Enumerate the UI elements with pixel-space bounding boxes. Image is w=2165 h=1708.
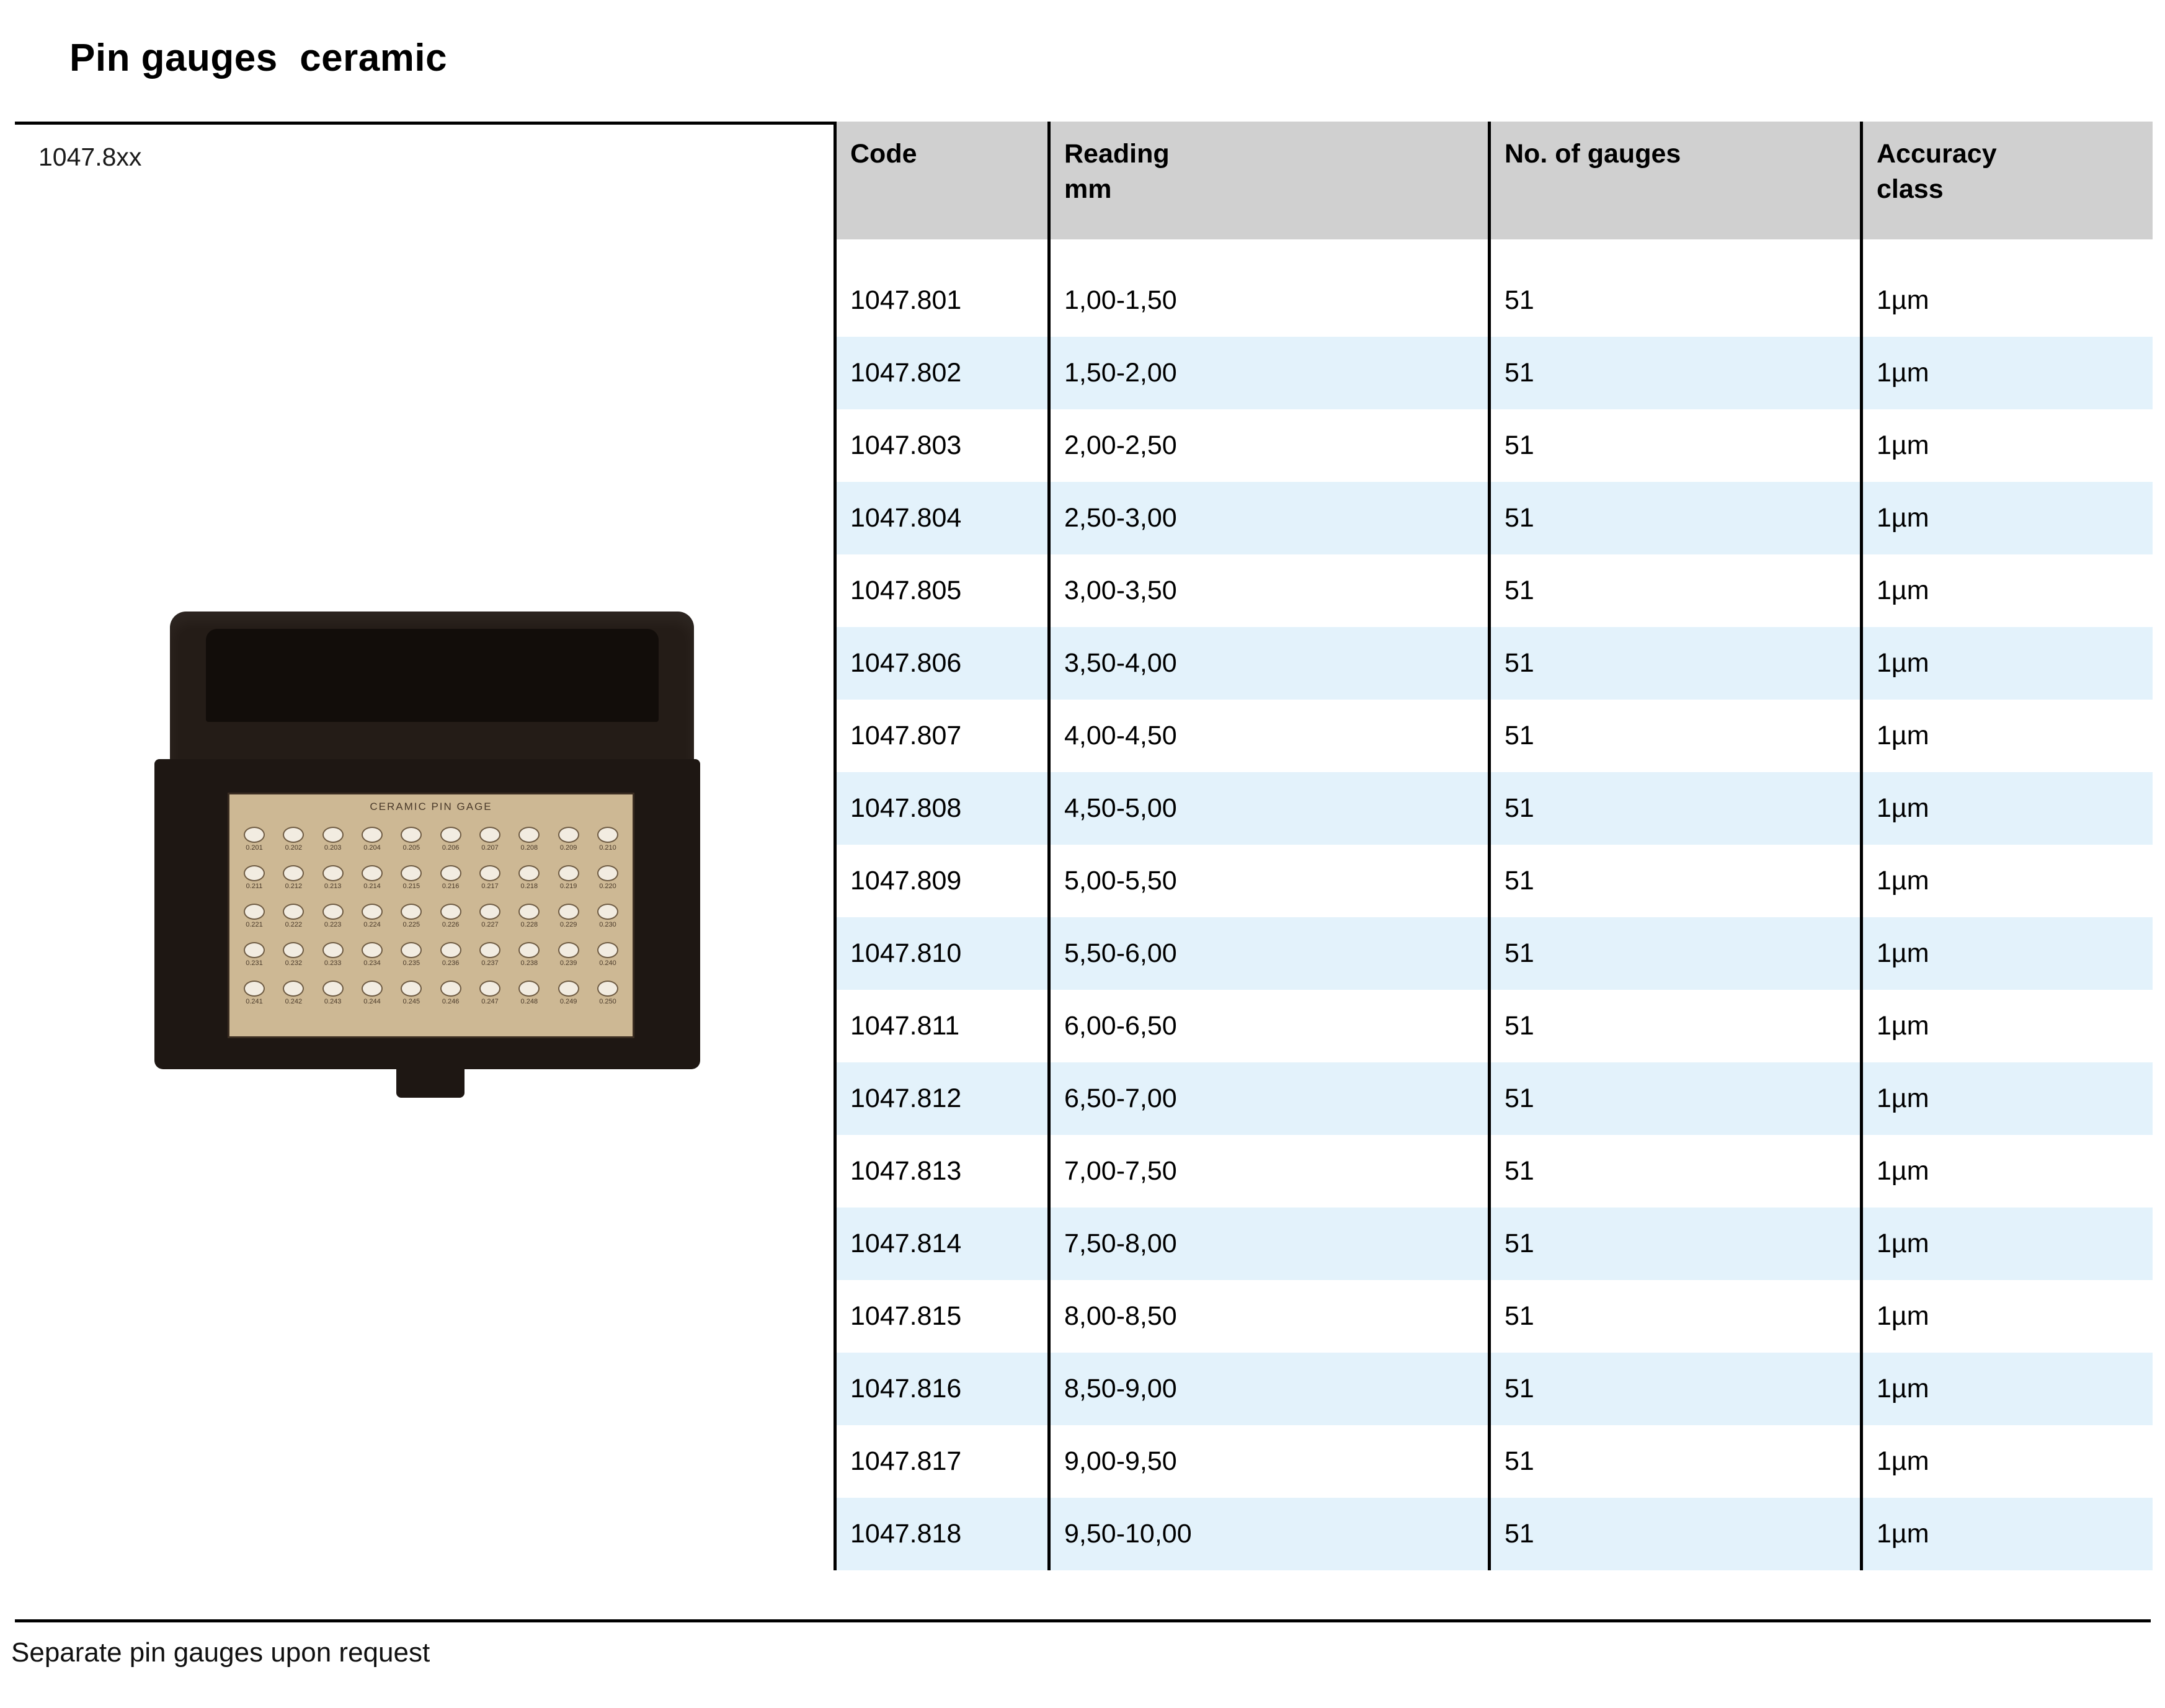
pin-gauge-icon xyxy=(479,827,500,843)
cell-gauges: 51 xyxy=(1490,1425,1862,1498)
cell-accuracy: 1µm xyxy=(1862,1498,2153,1570)
pin-size-label: 0.240 xyxy=(599,959,616,967)
cell-gauges: 51 xyxy=(1490,990,1862,1062)
pin-size-label: 0.239 xyxy=(559,959,577,967)
cell-reading: 3,00-3,50 xyxy=(1049,554,1490,627)
pin-cell xyxy=(474,981,506,1005)
table-row xyxy=(835,700,2153,772)
cell-reading: 6,50-7,00 xyxy=(1049,1062,1490,1135)
pin-size-label: 0.243 xyxy=(324,998,342,1005)
pin-cell xyxy=(474,865,506,890)
pin-cell xyxy=(238,942,270,967)
pin-cell xyxy=(317,827,349,852)
cell-reading: 7,00-7,50 xyxy=(1049,1135,1490,1208)
pin-size-label: 0.222 xyxy=(285,921,303,928)
pin-size-label: 0.220 xyxy=(599,883,616,890)
pin-cell xyxy=(435,827,467,852)
pin-size-label: 0.214 xyxy=(363,883,381,890)
cell-code: 1047.804 xyxy=(835,482,1049,554)
reference-code: 1047.8xx xyxy=(38,143,142,171)
col-header-gauges-line1: No. of gauges xyxy=(1505,139,1681,169)
pin-gauge-icon xyxy=(401,865,422,881)
pin-size-label: 0.213 xyxy=(324,883,342,890)
table-row xyxy=(835,1062,2153,1135)
pin-gauge-icon xyxy=(479,942,500,958)
pin-gauge-icon xyxy=(283,904,304,920)
pin-cell xyxy=(317,981,349,1005)
table-row xyxy=(835,1425,2153,1498)
pin-cell xyxy=(395,942,427,967)
cell-gauges: 51 xyxy=(1490,1135,1862,1208)
cell-accuracy: 1µm xyxy=(1862,554,2153,627)
pin-cell xyxy=(513,827,545,852)
pin-gauge-icon xyxy=(322,981,344,997)
pin-size-label: 0.232 xyxy=(285,959,303,967)
cell-reading: 8,00-8,50 xyxy=(1049,1280,1490,1353)
pin-cell xyxy=(277,981,309,1005)
cell-reading: 2,50-3,00 xyxy=(1049,482,1490,554)
cell-code: 1047.812 xyxy=(835,1062,1049,1135)
pin-size-label: 0.225 xyxy=(402,921,420,928)
table-row xyxy=(835,845,2153,917)
cell-reading: 1,50-2,00 xyxy=(1049,337,1490,409)
pin-gauge-icon xyxy=(440,865,461,881)
cell-reading: 9,00-9,50 xyxy=(1049,1425,1490,1498)
cell-accuracy: 1µm xyxy=(1862,700,2153,772)
pin-size-label: 0.244 xyxy=(363,998,381,1005)
table-row xyxy=(835,1208,2153,1280)
col-header-code xyxy=(835,122,1049,239)
cell-code: 1047.817 xyxy=(835,1425,1049,1498)
col-header-accuracy xyxy=(1862,122,2153,239)
pin-cell xyxy=(356,827,388,852)
pin-cell xyxy=(435,981,467,1005)
pin-size-label: 0.228 xyxy=(520,921,538,928)
pin-size-label: 0.235 xyxy=(402,959,420,967)
pin-size-label: 0.238 xyxy=(520,959,538,967)
cell-code: 1047.806 xyxy=(835,627,1049,700)
pin-cell xyxy=(513,904,545,928)
table-spacer-cell xyxy=(1490,239,1862,264)
pin-size-label: 0.229 xyxy=(559,921,577,928)
col-header-gauges xyxy=(1490,122,1862,239)
pin-cell xyxy=(435,942,467,967)
pin-cell xyxy=(513,981,545,1005)
cell-accuracy: 1µm xyxy=(1862,772,2153,845)
cell-gauges: 51 xyxy=(1490,1353,1862,1425)
pin-gauge-icon xyxy=(597,981,618,997)
pin-size-label: 0.203 xyxy=(324,844,342,852)
footnote: Separate pin gauges upon request xyxy=(11,1637,430,1668)
pin-cell xyxy=(317,865,349,890)
pin-gauge-icon xyxy=(362,865,383,881)
pin-cell xyxy=(395,981,427,1005)
pin-gauge-icon xyxy=(558,865,579,881)
cell-reading: 5,00-5,50 xyxy=(1049,845,1490,917)
pin-size-label: 0.226 xyxy=(442,921,460,928)
pin-gauge-icon xyxy=(244,981,265,997)
pin-size-label: 0.207 xyxy=(481,844,499,852)
cell-code: 1047.805 xyxy=(835,554,1049,627)
pin-size-label: 0.230 xyxy=(599,921,616,928)
cell-gauges: 51 xyxy=(1490,409,1862,482)
pin-gauge-icon xyxy=(597,827,618,843)
pin-gauge-icon xyxy=(362,827,383,843)
cell-code: 1047.802 xyxy=(835,337,1049,409)
table-spacer-cell xyxy=(1862,239,2153,264)
table-row xyxy=(835,482,2153,554)
pin-cell xyxy=(395,827,427,852)
cell-gauges: 51 xyxy=(1490,627,1862,700)
pin-cell xyxy=(592,904,624,928)
pin-gauge-icon xyxy=(518,827,540,843)
pin-gauge-icon xyxy=(283,981,304,997)
table-spacer-row xyxy=(835,239,2153,264)
cell-gauges: 51 xyxy=(1490,1280,1862,1353)
case-latch xyxy=(396,1069,465,1098)
pin-cell xyxy=(317,942,349,967)
cell-reading: 8,50-9,00 xyxy=(1049,1353,1490,1425)
table-row xyxy=(835,264,2153,337)
pin-size-label: 0.215 xyxy=(402,883,420,890)
pin-gauge-icon xyxy=(479,904,500,920)
pin-gauge-icon xyxy=(244,827,265,843)
pin-row xyxy=(238,827,624,861)
pin-cell xyxy=(277,827,309,852)
cell-gauges: 51 xyxy=(1490,1062,1862,1135)
pin-cell xyxy=(238,865,270,890)
cell-gauges: 51 xyxy=(1490,482,1862,554)
pin-size-label: 0.206 xyxy=(442,844,460,852)
pin-gauge-icon xyxy=(283,865,304,881)
table-spacer-cell xyxy=(1049,239,1490,264)
pin-cell xyxy=(277,942,309,967)
pin-size-label: 0.209 xyxy=(559,844,577,852)
pin-size-label: 0.211 xyxy=(246,883,263,890)
cell-reading: 4,50-5,00 xyxy=(1049,772,1490,845)
pin-gauge-icon xyxy=(479,981,500,997)
pin-row xyxy=(238,865,624,900)
pin-gauge-icon xyxy=(362,981,383,997)
cell-reading: 3,50-4,00 xyxy=(1049,627,1490,700)
pin-gauge-icon xyxy=(558,942,579,958)
pin-size-label: 0.223 xyxy=(324,921,342,928)
table-row xyxy=(835,337,2153,409)
cell-code: 1047.801 xyxy=(835,264,1049,337)
pin-size-label: 0.236 xyxy=(442,959,460,967)
cell-accuracy: 1µm xyxy=(1862,482,2153,554)
pin-gauge-icon xyxy=(322,942,344,958)
pin-gauge-icon xyxy=(558,904,579,920)
pin-gauge-icon xyxy=(597,904,618,920)
product-photo xyxy=(154,612,700,1126)
pin-size-label: 0.227 xyxy=(481,921,499,928)
cell-reading: 4,00-4,50 xyxy=(1049,700,1490,772)
table-row xyxy=(835,1353,2153,1425)
cell-code: 1047.808 xyxy=(835,772,1049,845)
spec-table-wrapper xyxy=(834,122,2151,1622)
pin-gauge-icon xyxy=(518,942,540,958)
pin-gauge-icon xyxy=(518,865,540,881)
pin-gauge-icon xyxy=(362,904,383,920)
cell-accuracy: 1µm xyxy=(1862,917,2153,990)
cell-gauges: 51 xyxy=(1490,1208,1862,1280)
cell-code: 1047.809 xyxy=(835,845,1049,917)
pin-cell xyxy=(238,904,270,928)
table-row xyxy=(835,1135,2153,1208)
col-header-reading xyxy=(1049,122,1490,239)
pin-cell xyxy=(317,904,349,928)
cell-code: 1047.811 xyxy=(835,990,1049,1062)
table-row xyxy=(835,409,2153,482)
col-header-accuracy-line1: Accuracy xyxy=(1877,139,1997,169)
pin-size-label: 0.231 xyxy=(246,959,263,967)
pin-size-label: 0.247 xyxy=(481,998,499,1005)
pin-size-label: 0.216 xyxy=(442,883,460,890)
pin-size-label: 0.237 xyxy=(481,959,499,967)
pin-gauge-icon xyxy=(440,904,461,920)
cell-accuracy: 1µm xyxy=(1862,845,2153,917)
pin-cell xyxy=(474,827,506,852)
pin-size-label: 0.224 xyxy=(363,921,381,928)
pin-cell xyxy=(513,865,545,890)
cell-code: 1047.810 xyxy=(835,917,1049,990)
pin-cell xyxy=(592,942,624,967)
table-spacer-cell xyxy=(835,239,1049,264)
pin-size-label: 0.233 xyxy=(324,959,342,967)
pin-gauge-icon xyxy=(440,827,461,843)
pin-cell xyxy=(395,904,427,928)
table-row xyxy=(835,1498,2153,1570)
pin-size-label: 0.201 xyxy=(246,844,263,852)
cell-gauges: 51 xyxy=(1490,772,1862,845)
case-lid-inner xyxy=(206,629,659,722)
pin-size-label: 0.208 xyxy=(520,844,538,852)
cell-gauges: 51 xyxy=(1490,917,1862,990)
col-header-reading-line1: Reading xyxy=(1064,139,1170,169)
pin-gauge-icon xyxy=(322,865,344,881)
pin-cell xyxy=(277,865,309,890)
pin-gauge-icon xyxy=(401,981,422,997)
pin-gauge-icon xyxy=(558,981,579,997)
pin-gauge-icon xyxy=(597,942,618,958)
pin-size-label: 0.204 xyxy=(363,844,381,852)
pin-row xyxy=(238,981,624,1015)
pin-size-label: 0.219 xyxy=(559,883,577,890)
table-row xyxy=(835,917,2153,990)
pin-gauge-icon xyxy=(518,904,540,920)
pin-gauge-icon xyxy=(283,942,304,958)
cell-accuracy: 1µm xyxy=(1862,1353,2153,1425)
pin-cell xyxy=(553,904,585,928)
pin-cell xyxy=(356,865,388,890)
table-row xyxy=(835,554,2153,627)
cell-code: 1047.815 xyxy=(835,1280,1049,1353)
cell-accuracy: 1µm xyxy=(1862,1425,2153,1498)
cell-gauges: 51 xyxy=(1490,845,1862,917)
product-image-panel xyxy=(15,122,834,1622)
pin-gauge-icon xyxy=(597,865,618,881)
cell-gauges: 51 xyxy=(1490,337,1862,409)
cell-accuracy: 1µm xyxy=(1862,990,2153,1062)
pin-gauge-icon xyxy=(558,827,579,843)
cell-accuracy: 1µm xyxy=(1862,1135,2153,1208)
cell-gauges: 51 xyxy=(1490,700,1862,772)
col-header-accuracy-line2: class xyxy=(1877,174,1944,204)
pin-gauge-icon xyxy=(440,942,461,958)
cell-accuracy: 1µm xyxy=(1862,337,2153,409)
table-row xyxy=(835,627,2153,700)
pin-size-label: 0.205 xyxy=(402,844,420,852)
cell-reading: 1,00-1,50 xyxy=(1049,264,1490,337)
pin-size-label: 0.241 xyxy=(246,998,263,1005)
cell-gauges: 51 xyxy=(1490,1498,1862,1570)
cell-gauges: 51 xyxy=(1490,264,1862,337)
pin-cell xyxy=(553,865,585,890)
pin-gauge-icon xyxy=(440,981,461,997)
cell-accuracy: 1µm xyxy=(1862,627,2153,700)
pin-gauge-icon xyxy=(283,827,304,843)
pin-cell xyxy=(592,827,624,852)
pin-size-label: 0.249 xyxy=(559,998,577,1005)
cell-accuracy: 1µm xyxy=(1862,1208,2153,1280)
case-lid-icon xyxy=(170,612,694,767)
col-header-code-line1: Code xyxy=(850,139,917,169)
pin-gauge-icon xyxy=(401,942,422,958)
pin-size-label: 0.234 xyxy=(363,959,381,967)
cell-code: 1047.807 xyxy=(835,700,1049,772)
cell-reading: 2,00-2,50 xyxy=(1049,409,1490,482)
pin-gauge-icon xyxy=(401,904,422,920)
pin-size-label: 0.250 xyxy=(599,998,616,1005)
pin-size-label: 0.217 xyxy=(481,883,499,890)
col-header-reading-line2: mm xyxy=(1064,174,1112,204)
spec-table xyxy=(834,122,2153,1570)
pin-tray xyxy=(228,793,634,1038)
pin-cell xyxy=(592,981,624,1005)
cell-accuracy: 1µm xyxy=(1862,1062,2153,1135)
tray-label: CERAMIC PIN GAGE xyxy=(370,801,492,812)
cell-code: 1047.813 xyxy=(835,1135,1049,1208)
cell-accuracy: 1µm xyxy=(1862,409,2153,482)
pin-gauge-icon xyxy=(322,904,344,920)
pin-cell xyxy=(238,981,270,1005)
pin-row xyxy=(238,904,624,938)
pin-cell xyxy=(592,865,624,890)
pin-gauge-icon xyxy=(479,865,500,881)
pin-gauge-icon xyxy=(518,981,540,997)
pin-size-label: 0.202 xyxy=(285,844,303,852)
pin-gauge-icon xyxy=(244,904,265,920)
cell-accuracy: 1µm xyxy=(1862,1280,2153,1353)
pin-cell xyxy=(553,942,585,967)
cell-code: 1047.814 xyxy=(835,1208,1049,1280)
pin-gauge-icon xyxy=(322,827,344,843)
pin-cell xyxy=(356,904,388,928)
cell-code: 1047.818 xyxy=(835,1498,1049,1570)
pin-cell xyxy=(238,827,270,852)
pin-cell xyxy=(474,942,506,967)
pin-gauge-icon xyxy=(401,827,422,843)
pin-cell xyxy=(553,981,585,1005)
page-title: Pin gauges ceramic xyxy=(69,37,448,79)
cell-reading: 5,50-6,00 xyxy=(1049,917,1490,990)
pin-size-label: 0.245 xyxy=(402,998,420,1005)
cell-code: 1047.816 xyxy=(835,1353,1049,1425)
pin-cell xyxy=(435,904,467,928)
pin-size-label: 0.218 xyxy=(520,883,538,890)
cell-gauges: 51 xyxy=(1490,554,1862,627)
pin-cell xyxy=(553,827,585,852)
table-row xyxy=(835,990,2153,1062)
pin-size-label: 0.210 xyxy=(599,844,616,852)
pin-gauge-icon xyxy=(362,942,383,958)
pin-cell xyxy=(395,865,427,890)
table-row xyxy=(835,772,2153,845)
pin-size-label: 0.221 xyxy=(246,921,263,928)
pin-row xyxy=(238,942,624,977)
pin-cell xyxy=(277,904,309,928)
table-row xyxy=(835,1280,2153,1353)
pin-size-label: 0.242 xyxy=(285,998,303,1005)
pin-cell xyxy=(513,942,545,967)
pin-cell xyxy=(474,904,506,928)
pin-cell xyxy=(356,942,388,967)
cell-code: 1047.803 xyxy=(835,409,1049,482)
cell-reading: 7,50-8,00 xyxy=(1049,1208,1490,1280)
pin-gauge-icon xyxy=(244,865,265,881)
table-header-row xyxy=(835,122,2153,239)
pin-size-label: 0.248 xyxy=(520,998,538,1005)
pin-gauge-icon xyxy=(244,942,265,958)
cell-reading: 9,50-10,00 xyxy=(1049,1498,1490,1570)
cell-reading: 6,00-6,50 xyxy=(1049,990,1490,1062)
cell-accuracy: 1µm xyxy=(1862,264,2153,337)
pin-cell xyxy=(356,981,388,1005)
pin-size-label: 0.212 xyxy=(285,883,303,890)
pin-cell xyxy=(435,865,467,890)
pin-size-label: 0.246 xyxy=(442,998,460,1005)
